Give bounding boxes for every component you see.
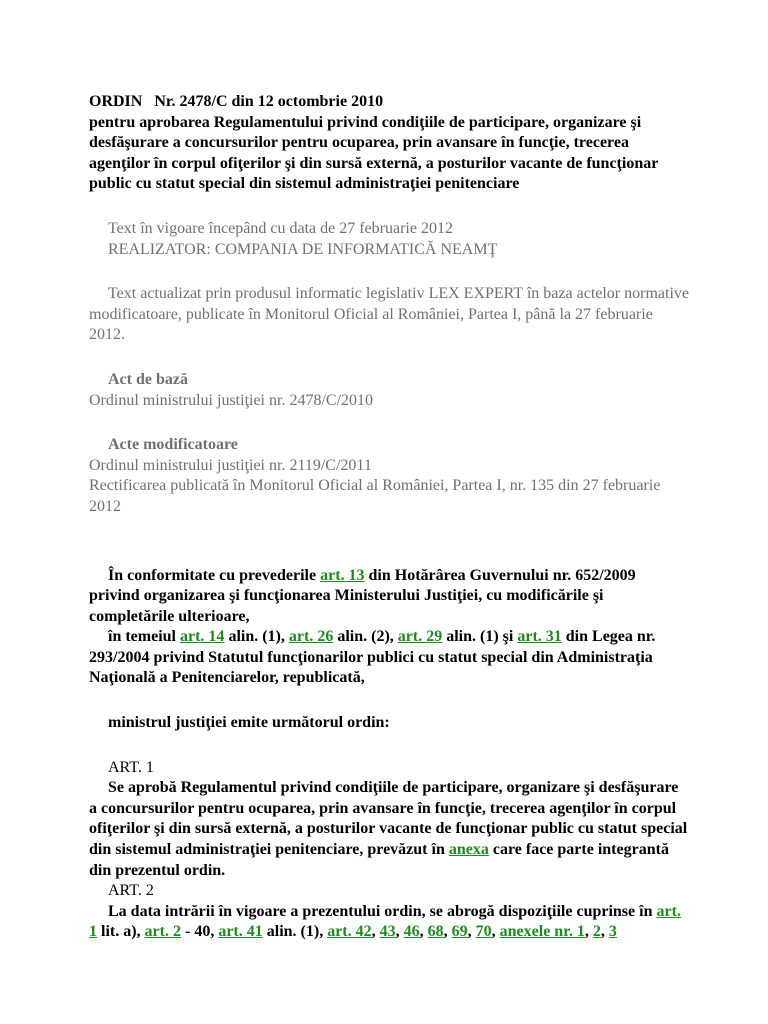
text-run: care face parte integrantă din prezentul ordin. bbox=[89, 841, 669, 879]
text-run: , bbox=[491, 923, 500, 941]
text-run: , bbox=[395, 923, 404, 941]
realizator-note: REALIZATOR: COMPANIA DE INFORMATICĂ NEAMŢ bbox=[108, 240, 498, 258]
link-art-46[interactable]: 46 bbox=[403, 923, 420, 941]
text-run: alin. (1), bbox=[224, 628, 289, 646]
art-1-label: ART. 1 bbox=[108, 758, 154, 776]
link-art-2[interactable]: art. 2 bbox=[144, 923, 181, 941]
text-run: alin. (1), bbox=[262, 923, 328, 941]
text-run: - 40, bbox=[180, 923, 219, 941]
link-art-26[interactable]: art. 26 bbox=[288, 628, 334, 646]
art-2-text bbox=[89, 902, 689, 943]
link-anexele-nr-1[interactable]: anexele nr. 1 bbox=[499, 923, 585, 941]
link-art-43[interactable]: 43 bbox=[379, 923, 396, 941]
preamble-paragraph-2 bbox=[89, 627, 689, 689]
modificator-item: Rectificarea publicată în Monitorul Oficial al României, Partea I, nr. 135 din 27 februarie 2012 bbox=[89, 477, 661, 515]
acte-modificatoare-heading: Acte modificatoare bbox=[108, 436, 238, 454]
art-2-label: ART. 2 bbox=[108, 882, 154, 900]
text-run: , bbox=[443, 923, 452, 941]
order-title: ORDIN Nr. 2478/C din 12 octombrie 2010 bbox=[89, 93, 384, 110]
text-run: , bbox=[419, 923, 428, 941]
link-art-41[interactable]: art. 41 bbox=[218, 923, 263, 941]
text-run: Se aprobă Regulamentul privind condiţiile de participare, organizare şi desfăşurare a concursurilor pentru ocuparea, prin avansare în funcţie, trecerea agenţilor în corpul ofiţerilor şi din sursă externă, a posturilor vacante de funcţionar public cu statut special din sistemul administraţiei penitenciare, prevăzut în bbox=[89, 779, 688, 859]
document-page bbox=[89, 92, 689, 943]
text-run: , bbox=[584, 923, 593, 941]
vigoare-note: Text în vigoare începând cu data de 27 februarie 2012 bbox=[108, 219, 453, 237]
emite-paragraph: ministrul justiţiei emite următorul ordin: bbox=[108, 714, 390, 732]
text-run: în temeiul bbox=[108, 628, 180, 646]
link-art-14[interactable]: art. 14 bbox=[180, 628, 225, 646]
text-run: lit. a), bbox=[97, 923, 145, 941]
text-run: din Hotărârea Guvernului nr. 652/2009 privind organizarea şi funcţionarea Ministerului Justiţiei, cu modificările şi completările ulterioare, bbox=[89, 566, 636, 625]
act-baza-item: Ordinul ministrului justiţiei nr. 2478/C/2010 bbox=[89, 391, 374, 409]
art-1-text bbox=[89, 778, 689, 881]
text-run: din Legea nr. 293/2004 privind Statutul funcţionarilor publici cu statut special din Administraţia Naţională a Penitenciarelor, republicată, bbox=[89, 628, 656, 687]
link-art-69[interactable]: 69 bbox=[451, 923, 468, 941]
link-anexa-3[interactable]: 3 bbox=[608, 923, 617, 941]
link-art-42[interactable]: art. 42 bbox=[327, 923, 372, 941]
link-art-1[interactable]: art. 1 bbox=[89, 902, 681, 941]
modificator-item: Ordinul ministrului justiţiei nr. 2119/C/2011 bbox=[89, 456, 372, 474]
text-run: , bbox=[371, 923, 380, 941]
actualizat-note: Text actualizat prin produsul informatic legislativ LEX EXPERT în baza actelor normative modificatoare, publicate în Monitorul Oficial al României, Partea I, până la 27 februarie 2012. bbox=[89, 285, 689, 344]
link-anexa-2[interactable]: 2 bbox=[592, 923, 601, 941]
text-run: , bbox=[600, 923, 609, 941]
text-run: alin. (1) şi bbox=[442, 628, 518, 646]
text-run: În conformitate cu prevederile bbox=[108, 566, 321, 584]
text-run: alin. (2), bbox=[333, 628, 398, 646]
link-art-31[interactable]: art. 31 bbox=[517, 628, 562, 646]
link-art-13[interactable]: art. 13 bbox=[320, 566, 365, 584]
link-art-68[interactable]: 68 bbox=[427, 923, 444, 941]
text-run: , bbox=[467, 923, 476, 941]
act-baza-heading: Act de bază bbox=[108, 370, 188, 388]
text-run: La data intrării în vigoare a prezentului ordin, se abrogă dispoziţiile cuprinse în bbox=[108, 902, 657, 920]
preamble-paragraph-1 bbox=[89, 566, 689, 628]
order-subtitle: pentru aprobarea Regulamentului privind condiţiile de participare, organizare şi desfăşurare a concursurilor pentru ocuparea, prin avansare în funcţie, trecerea agenţilor în corpul ofiţerilor şi din sursă externă, a posturilor vacante de funcţionar public cu statut special din sistemul administraţiei penitenciare bbox=[89, 113, 659, 193]
link-anexa[interactable]: anexa bbox=[448, 841, 489, 859]
link-art-70[interactable]: 70 bbox=[475, 923, 492, 941]
link-art-29[interactable]: art. 29 bbox=[397, 628, 443, 646]
